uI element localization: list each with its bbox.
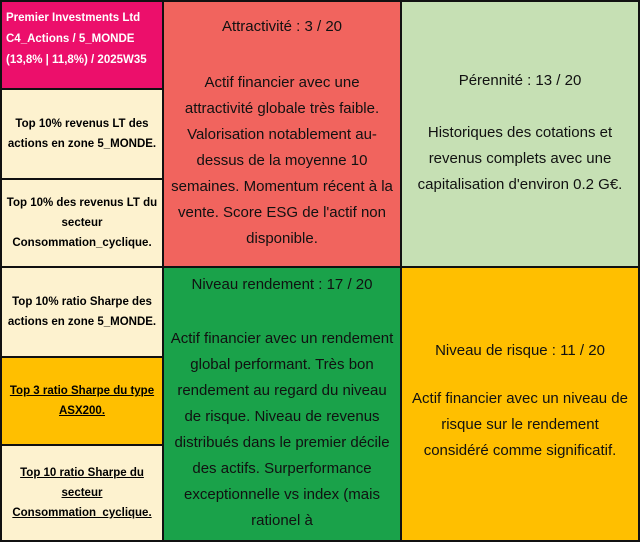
- highlight-item: [0, 88, 164, 180]
- risque-title: Niveau de risque : 11 / 20: [435, 342, 605, 359]
- rendement-description: Actif financier avec un rendement global performant. Très bon rendement au regard du niveau de risque. Niveau de revenus distribués dans le premier décile des actifs. Surperformance exceptionnelle vs index (mais rationel à: [170, 330, 394, 529]
- highlight-item: [0, 444, 164, 542]
- perennite-panel: [400, 0, 640, 268]
- highlight-text: Top 10% revenus LT des actions en zone 5_MONDE.: [7, 118, 157, 150]
- attractivite-title: Attractivité : 3 / 20: [221, 18, 343, 35]
- asset-performance: (13,8% | 11,8%) / 2025W35: [6, 54, 147, 66]
- attractivite-panel: [162, 0, 402, 268]
- highlight-text: Top 10 ratio Sharpe du secteur Consommation_cyclique.: [12, 467, 152, 519]
- highlight-item: [0, 356, 164, 446]
- rendement-panel: [162, 266, 402, 542]
- highlight-text: Top 3 ratio Sharpe du type ASX200.: [9, 385, 155, 417]
- perennite-description: Historiques des cotations et revenus complets avec une capitalisation d'environ 0.2 G€.: [417, 124, 623, 193]
- asset-name: Premier Investments Ltd: [6, 12, 141, 24]
- highlight-item: [0, 266, 164, 358]
- asset-header: [0, 0, 164, 90]
- perennite-title: Pérennité : 13 / 20: [458, 72, 582, 89]
- highlight-item: [0, 178, 164, 268]
- asset-category: C4_Actions / 5_MONDE: [6, 33, 135, 45]
- attractivite-description: Actif financier avec une attractivité globale très faible. Valorisation notablement au-dessus de la moyenne 10 semaines. Momentum récent à la vente. Score ESG de l'actif non disponible.: [171, 74, 393, 247]
- highlight-text: Top 10% des revenus LT du secteur Consommation_cyclique.: [6, 197, 158, 249]
- rendement-title: Niveau rendement : 17 / 20: [191, 276, 373, 293]
- highlight-text: Top 10% ratio Sharpe des actions en zone 5_MONDE.: [7, 296, 157, 328]
- risque-panel: [400, 266, 640, 542]
- risque-description: Actif financier avec un niveau de risque sur le rendement considéré comme significatif.: [412, 390, 628, 459]
